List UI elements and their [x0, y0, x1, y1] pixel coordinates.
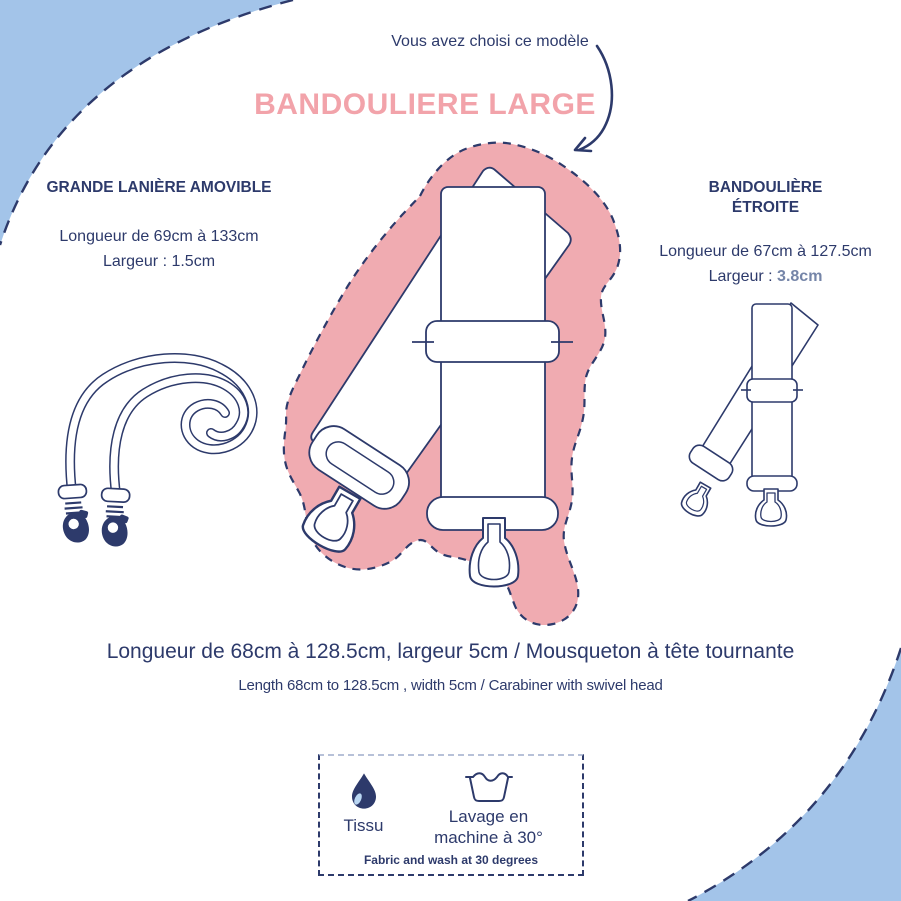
left-spec-length: Longueur de 69cm à 133cm — [59, 228, 259, 245]
carabiner-hook-icon — [678, 479, 716, 520]
lobster-clasp-icon — [99, 488, 131, 547]
right-spec-lines — [638, 239, 893, 289]
dimensions-line-fr: Longueur de 68cm à 128.5cm, largeur 5cm / Mousqueton à tête tournante — [106, 640, 795, 663]
care-footnote: Fabric and wash at 30 degrees — [363, 853, 539, 867]
fabric-column — [344, 766, 384, 848]
care-instructions-box — [318, 754, 584, 876]
chosen-model-caption: Vous avez choisi ce modèle — [391, 33, 589, 50]
right-spec-width-label: Largeur : — [708, 268, 778, 285]
wash-tub-icon — [464, 771, 514, 803]
right-spec-heading: BANDOULIÈRE ÉTROITE — [708, 179, 823, 216]
fabric-label: Tissu — [343, 816, 384, 835]
left-spec-lines — [28, 224, 290, 274]
left-spec-heading: GRANDE LANIÈRE AMOVIBLE — [46, 179, 272, 196]
narrow-strap-buckle — [741, 379, 803, 402]
lobster-clasp-icon — [58, 484, 91, 544]
wash-column — [419, 766, 559, 848]
thin-lanyard-illustration — [58, 358, 253, 547]
right-spec-length: Longueur de 67cm à 127.5cm — [659, 243, 872, 260]
left-spec-panel — [28, 178, 290, 274]
right-spec-panel — [638, 178, 893, 289]
carabiner-hook-icon — [755, 489, 786, 526]
page-title: BANDOULIERE LARGE — [254, 88, 596, 121]
dimensions-line-en: Length 68cm to 128.5cm , width 5cm / Carabiner with swivel head — [238, 677, 663, 694]
narrow-strap-illustration — [678, 303, 818, 526]
wide-strap-buckle — [412, 321, 573, 362]
water-drop-icon — [348, 770, 380, 812]
left-spec-width: Largeur : 1.5cm — [102, 253, 216, 270]
wash-label: Lavage en machine à 30° — [434, 807, 543, 847]
right-spec-width-value: 3.8cm — [777, 268, 823, 285]
